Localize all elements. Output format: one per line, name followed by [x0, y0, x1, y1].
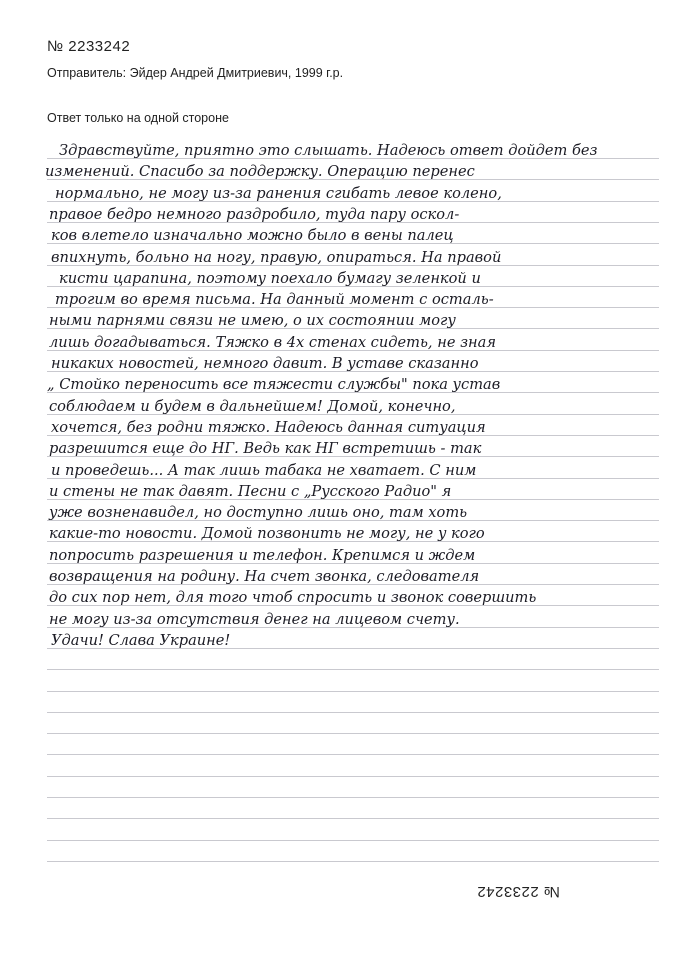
ruled-line [47, 733, 659, 734]
letter-line: попросить разрешения и телефон. Крепимся и ждем [49, 546, 476, 564]
letter-line: кисти царапина, поэтому поехало бумагу зеленкой и [59, 269, 481, 287]
ruled-line [47, 754, 659, 755]
letter-line: не могу из-за отсутствия денег на лицевом счету. [49, 610, 460, 628]
letter-line: Здравствуйте, приятно это слышать. Надеюсь ответ дойдет без [59, 142, 598, 159]
letter-line: и стены не так давят. Песни с „Русского Радио" я [49, 482, 452, 500]
ruled-line [47, 861, 659, 862]
reply-note: Ответ только на одной стороне [47, 111, 229, 125]
ruled-line [47, 669, 659, 670]
letter-line: впихнуть, больно на ногу, правую, опираться. На правой [51, 248, 502, 266]
letter-line: трогим во время письма. На данный момент с осталь- [55, 291, 494, 309]
letter-line: хочется, без родни тяжко. Надеюсь данная ситуация [51, 418, 486, 436]
letter-line: ков влетело изначально можно было в вены палец [51, 227, 454, 245]
letter-line: возвращения на родину. На счет звонка, следователя [49, 568, 480, 585]
letter-line: лишь догадываться. Тяжко в 4х стенах сидеть, не зная [49, 333, 497, 351]
letter-line: до сих пор нет, для того чтоб спросить и звонок совершить [49, 589, 537, 607]
ruled-line [47, 840, 659, 841]
letter-line: и проведешь... А так лишь табака не хватает. С ним [51, 461, 477, 479]
ruled-line [47, 691, 659, 692]
letter-line: изменений. Спасибо за поддержку. Операцию перенес [45, 163, 475, 181]
ruled-line [47, 818, 659, 819]
serial-number-rotated: № 2233242 [476, 883, 560, 900]
sender-line: Отправитель: Эйдер Андрей Дмитриевич, 1999 г.р. [47, 66, 344, 80]
letter-line: уже возненавидел, но доступно лишь оно, там хоть [49, 504, 468, 522]
letter-line: какие-то новости. Домой позвонить не могу, не у кого [49, 525, 485, 543]
letter-line: разрешится еще до НГ. Ведь как НГ встретишь - так [49, 440, 482, 458]
letter-line: Удачи! Слава Украине! [51, 631, 231, 649]
letter-line: правое бедро немного раздробило, туда пару оскол- [49, 205, 460, 223]
ruled-line [47, 776, 659, 777]
ruled-line [47, 797, 659, 798]
letter-line: нормально, не могу из-за ранения сгибать левое колено, [55, 184, 502, 202]
letter-line: „ Стойко переносить все тяжести службы" пока устав [47, 376, 501, 394]
ruled-line [47, 712, 659, 713]
letter-line: никаких новостей, немного давит. В уставе сказанно [51, 355, 479, 372]
letter-line: ными парнями связи не имею, о их состоянии могу [49, 312, 456, 330]
serial-number: № 2233242 [47, 38, 131, 55]
letter-line: соблюдаем и будем в дальнейшем! Домой, конечно, [49, 397, 456, 415]
